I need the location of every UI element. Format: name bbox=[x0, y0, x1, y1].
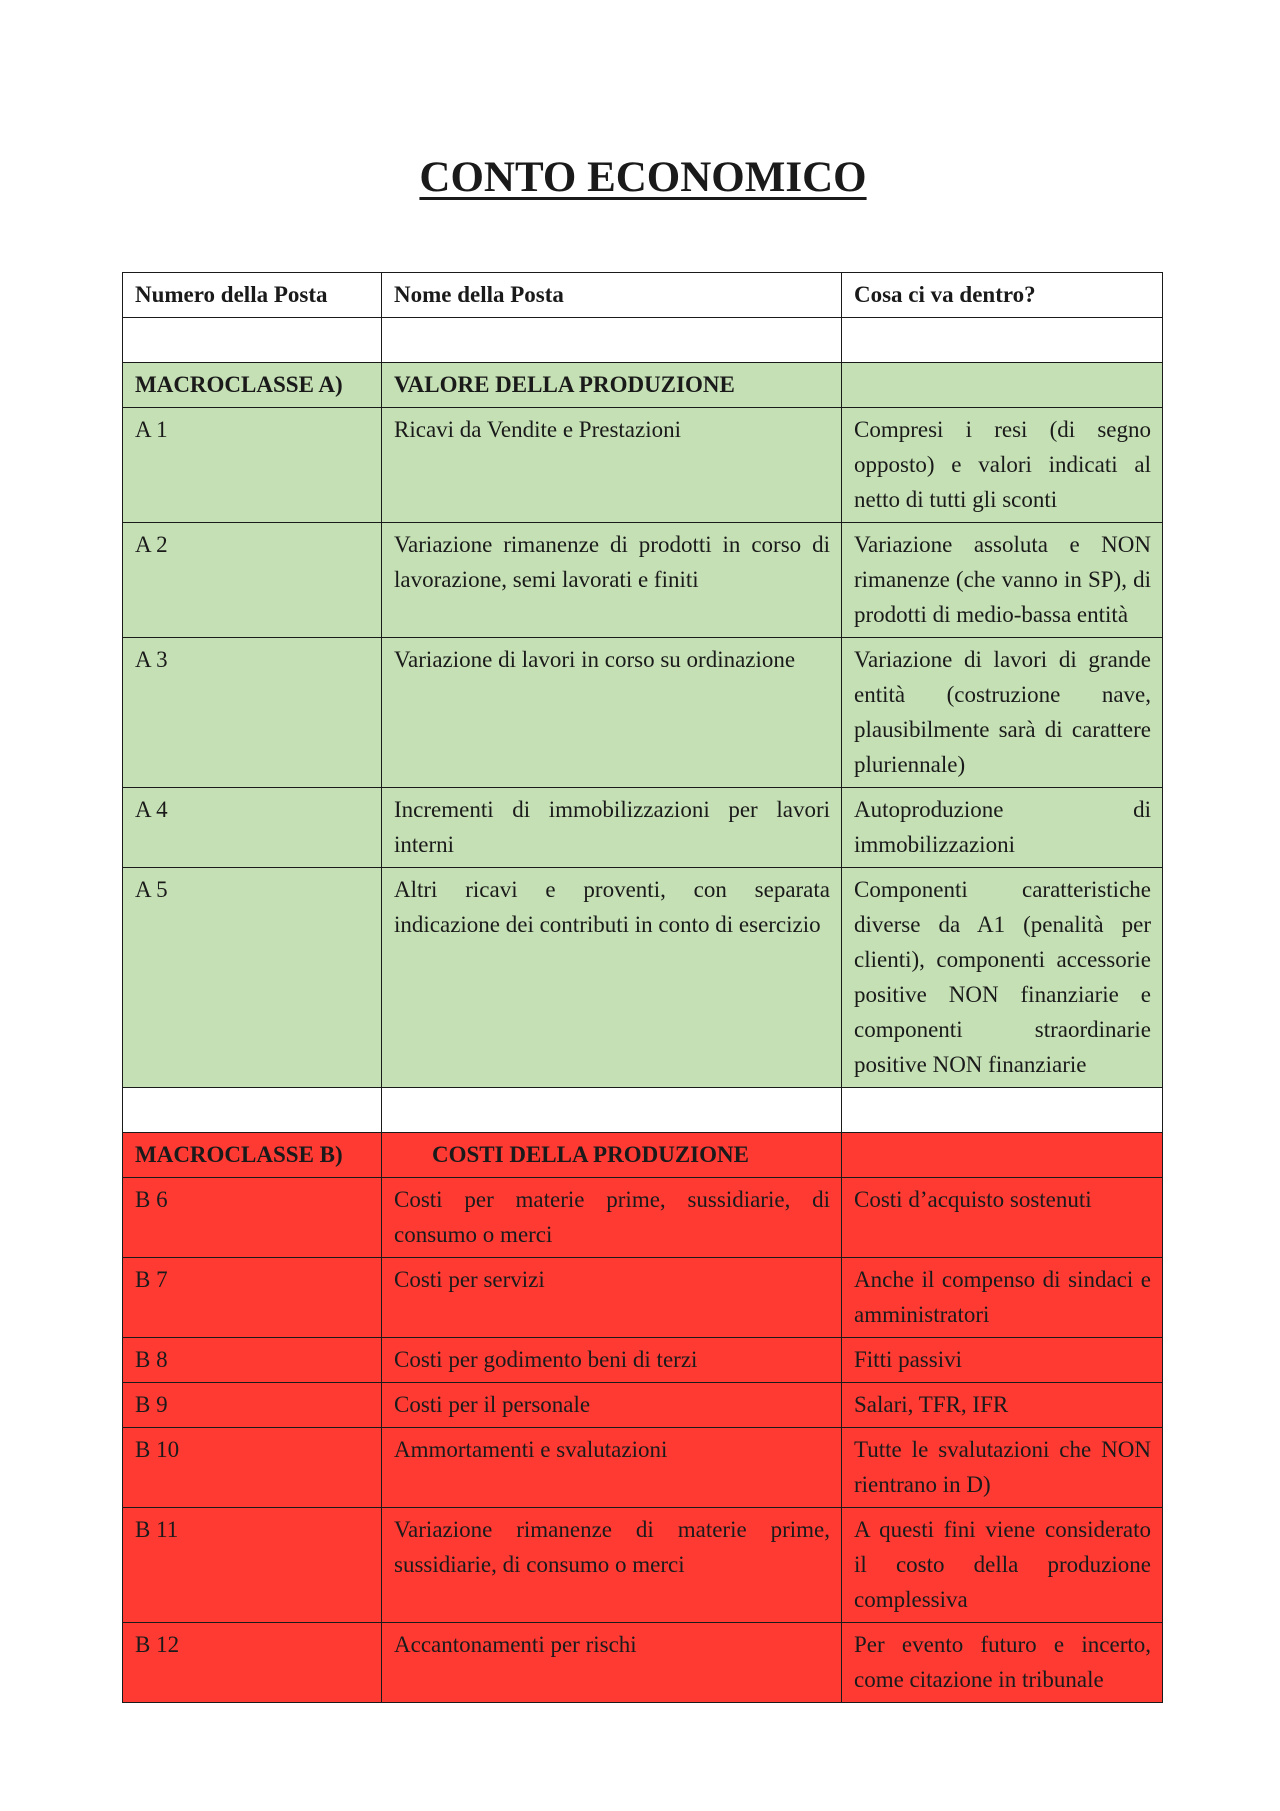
conto-economico-table bbox=[122, 272, 1163, 1703]
posta-content: Anche il compenso di sindaci e amministratori bbox=[842, 1258, 1163, 1338]
posta-content: Salari, TFR, IFR bbox=[842, 1383, 1163, 1428]
posta-content: Compresi i resi (di segno opposto) e valori indicati al netto di tutti gli sconti bbox=[842, 408, 1163, 523]
blank-cell bbox=[842, 318, 1163, 363]
posta-name: Ammortamenti e svalutazioni bbox=[382, 1428, 842, 1508]
header-numero: Numero della Posta bbox=[123, 273, 382, 318]
posta-content: Costi d’acquisto sostenuti bbox=[842, 1178, 1163, 1258]
posta-name: Accantonamenti per rischi bbox=[382, 1623, 842, 1703]
posta-number: A 5 bbox=[123, 868, 382, 1088]
posta-name: Incrementi di immobilizzazioni per lavori interni bbox=[382, 788, 842, 868]
posta-number: B 11 bbox=[123, 1508, 382, 1623]
table-row bbox=[123, 523, 1163, 638]
posta-content: Per evento futuro e incerto, come citazione in tribunale bbox=[842, 1623, 1163, 1703]
table-row bbox=[123, 1508, 1163, 1623]
posta-number: A 1 bbox=[123, 408, 382, 523]
posta-name: Variazione rimanenze di materie prime, sussidiarie, di consumo o merci bbox=[382, 1508, 842, 1623]
table-row bbox=[123, 1338, 1163, 1383]
blank-cell bbox=[382, 1088, 842, 1133]
blank-cell bbox=[382, 318, 842, 363]
header-nome: Nome della Posta bbox=[382, 273, 842, 318]
posta-name: Costi per godimento beni di terzi bbox=[382, 1338, 842, 1383]
posta-content: A questi fini viene considerato il costo della produzione complessiva bbox=[842, 1508, 1163, 1623]
blank-cell bbox=[123, 318, 382, 363]
macroclass-b-row bbox=[123, 1133, 1163, 1178]
posta-name: Variazione di lavori in corso su ordinazione bbox=[382, 638, 842, 788]
posta-content: Variazione di lavori di grande entità (costruzione nave, plausibilmente sarà di carattere pluriennale) bbox=[842, 638, 1163, 788]
posta-number: B 12 bbox=[123, 1623, 382, 1703]
table-row bbox=[123, 408, 1163, 523]
posta-content: Componenti caratteristiche diverse da A1 (penalità per clienti), componenti accessorie positive NON finanziarie e componenti straordinarie positive NON finanziarie bbox=[842, 868, 1163, 1088]
posta-number: A 2 bbox=[123, 523, 382, 638]
macroclass-name: COSTI DELLA PRODUZIONE bbox=[382, 1133, 842, 1178]
posta-content: Fitti passivi bbox=[842, 1338, 1163, 1383]
macroclass-name: VALORE DELLA PRODUZIONE bbox=[382, 363, 842, 408]
macroclass-empty bbox=[842, 363, 1163, 408]
posta-number: B 6 bbox=[123, 1178, 382, 1258]
posta-content: Variazione assoluta e NON rimanenze (che vanno in SP), di prodotti di medio-bassa entità bbox=[842, 523, 1163, 638]
posta-content: Tutte le svalutazioni che NON rientrano in D) bbox=[842, 1428, 1163, 1508]
header-contenuto: Cosa ci va dentro? bbox=[842, 273, 1163, 318]
table-row bbox=[123, 788, 1163, 868]
macroclass-a-row bbox=[123, 363, 1163, 408]
blank-row bbox=[123, 318, 1163, 363]
page-title: CONTO ECONOMICO bbox=[419, 154, 867, 201]
blank-cell bbox=[842, 1088, 1163, 1133]
posta-name: Costi per servizi bbox=[382, 1258, 842, 1338]
posta-name: Costi per il personale bbox=[382, 1383, 842, 1428]
table-row bbox=[123, 1178, 1163, 1258]
posta-number: B 10 bbox=[123, 1428, 382, 1508]
posta-number: A 3 bbox=[123, 638, 382, 788]
table-row bbox=[123, 1383, 1163, 1428]
blank-row bbox=[123, 1088, 1163, 1133]
macroclass-code: MACROCLASSE B) bbox=[123, 1133, 382, 1178]
table-row bbox=[123, 1623, 1163, 1703]
table-row bbox=[123, 1258, 1163, 1338]
posta-number: B 8 bbox=[123, 1338, 382, 1383]
table-row bbox=[123, 638, 1163, 788]
posta-name: Ricavi da Vendite e Prestazioni bbox=[382, 408, 842, 523]
posta-number: B 7 bbox=[123, 1258, 382, 1338]
macroclass-empty bbox=[842, 1133, 1163, 1178]
table-header-row bbox=[123, 273, 1163, 318]
posta-name: Costi per materie prime, sussidiarie, di consumo o merci bbox=[382, 1178, 842, 1258]
blank-cell bbox=[123, 1088, 382, 1133]
posta-number: A 4 bbox=[123, 788, 382, 868]
table-row bbox=[123, 868, 1163, 1088]
table-row bbox=[123, 1428, 1163, 1508]
posta-number: B 9 bbox=[123, 1383, 382, 1428]
posta-name: Altri ricavi e proventi, con separata indicazione dei contributi in conto di esercizio bbox=[382, 868, 842, 1088]
posta-content: Autoproduzione di immobilizzazioni bbox=[842, 788, 1163, 868]
posta-name: Variazione rimanenze di prodotti in corso di lavorazione, semi lavorati e finiti bbox=[382, 523, 842, 638]
macroclass-code: MACROCLASSE A) bbox=[123, 363, 382, 408]
